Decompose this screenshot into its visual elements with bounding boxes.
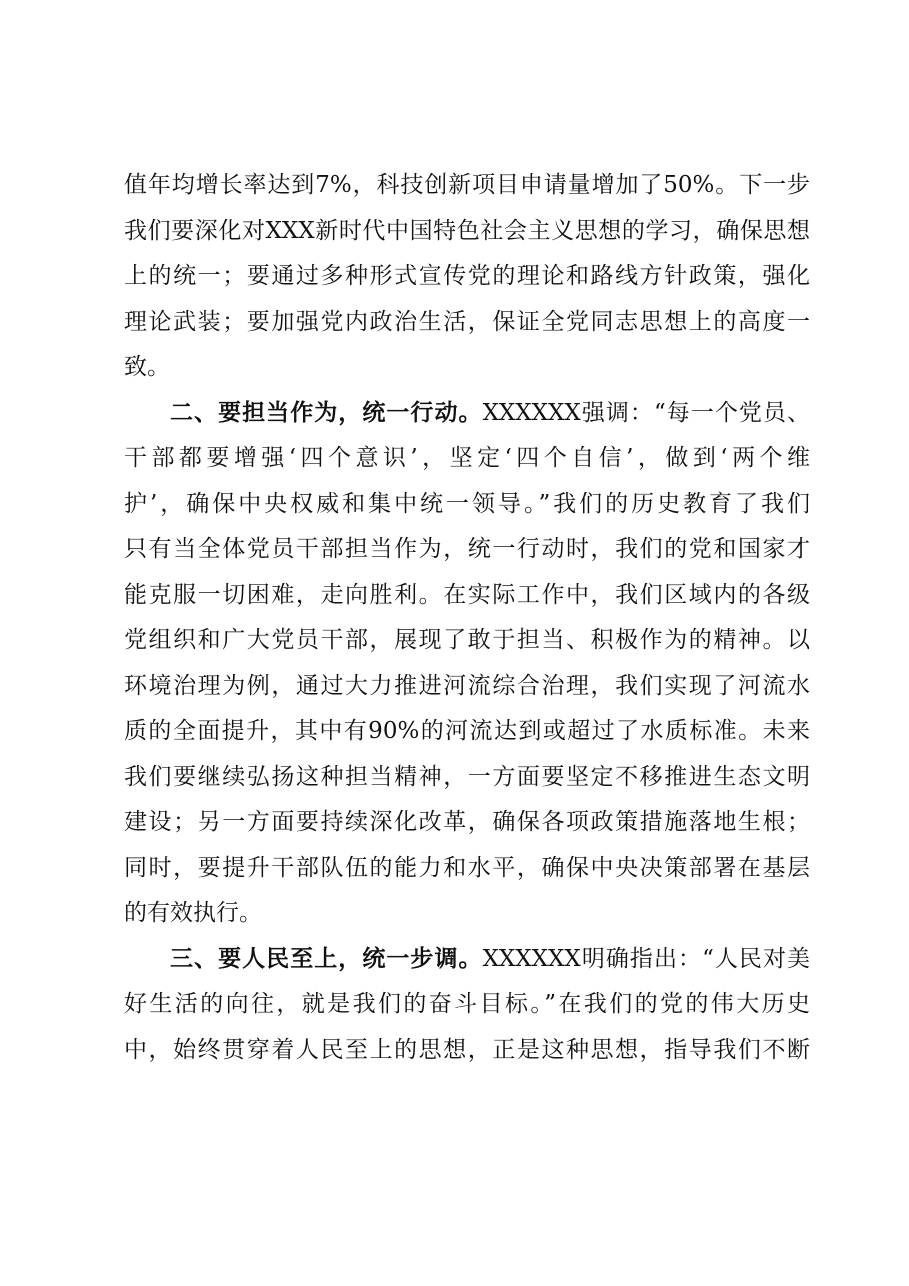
paragraph-line: 上的统一；要通过多种形式宣传党的理论和路线方针政策，强化: [124, 263, 810, 289]
paragraph-line: 能克服一切困难，走向胜利。在实际工作中，我们区域内的各级: [124, 581, 810, 608]
paragraph-line: 中，始终贯穿着人民至上的思想，正是这种思想，指导我们不断: [124, 1036, 810, 1063]
section-lead-text: XXXXXX强调：“每一个党员、: [482, 399, 810, 426]
paragraph-line: 护’，确保中央权威和集中统一领导。”我们的历史教育了我们: [124, 490, 810, 517]
paragraph-line: 党组织和广大党员干部，展现了敢于担当、积极作为的精神。以: [124, 627, 810, 653]
paragraph-line: 我们要继续弘扬这种担当精神，一方面要坚定不移推进生态文明: [124, 763, 810, 790]
paragraph-line: 我们要深化对XXX新时代中国特色社会主义思想的学习，确保思想: [124, 217, 810, 244]
paragraph-line: 环境治理为例，通过大力推进河流综合治理，我们实现了河流水: [124, 672, 810, 699]
section-three-first-line: [124, 938, 810, 984]
paragraph-line: 质的全面提升，其中有90%的河流达到或超过了水质标准。未来: [124, 718, 810, 744]
paragraph-line: 的有效执行。: [124, 900, 262, 926]
paragraph-line: 致。: [124, 354, 170, 380]
section-heading: 三、要人民至上，统一步调。: [170, 944, 483, 972]
document-body: [124, 164, 810, 1074]
paragraph-line: 同时，要提升干部队伍的能力和水平，确保中央决策部署在基层: [124, 854, 810, 881]
paragraph-line: 好生活的向往，就是我们的奋斗目标。”在我们的党的伟大历史: [124, 991, 810, 1017]
paragraph-line: 理论武装；要加强党内政治生活，保证全党同志思想上的高度一: [124, 308, 810, 335]
paragraph-line: 干部都要增强‘四个意识’，坚定‘四个自信’，做到‘两个维: [124, 445, 810, 471]
paragraph-line: 建设；另一方面要持续深化改革，确保各项政策措施落地生根；: [124, 809, 810, 835]
section-lead-text: XXXXXX明确指出：“人民对美: [482, 945, 810, 972]
section-heading: 二、要担当作为，统一行动。: [170, 398, 483, 426]
paragraph-line: 值年均增长率达到7%，科技创新项目申请量增加了50%。下一步: [124, 172, 810, 198]
paragraph-line: 只有当全体党员干部担当作为，统一行动时，我们的党和国家才: [124, 536, 810, 562]
section-two-first-line: [124, 392, 810, 438]
